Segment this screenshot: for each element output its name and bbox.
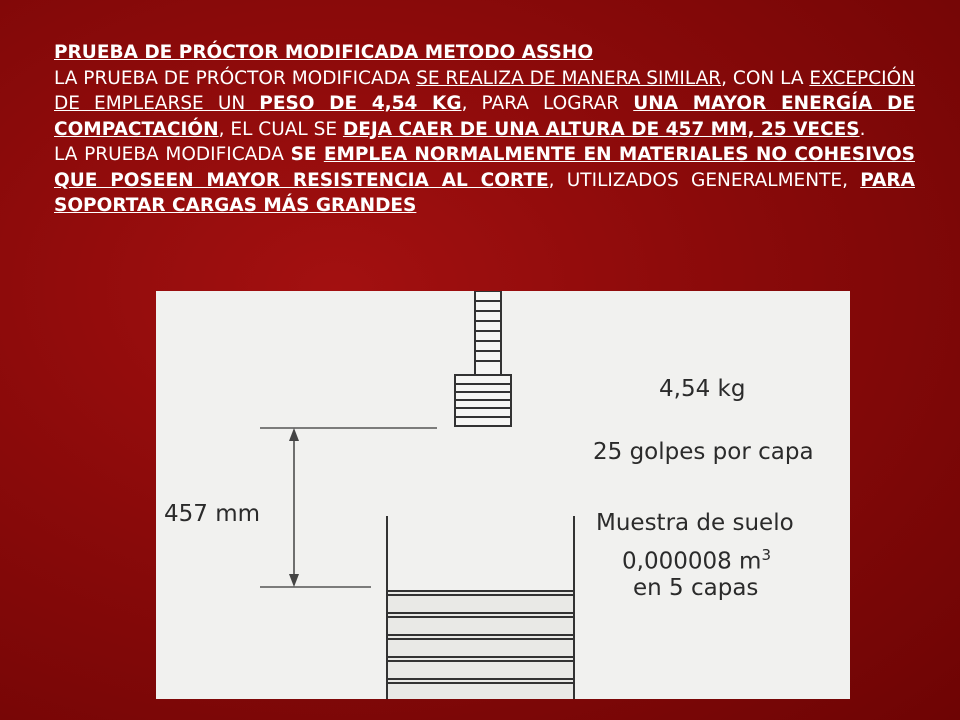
p2-text: , UTILIZADOS GENERALMENTE, — [548, 169, 861, 191]
diagram-drawing — [156, 291, 850, 699]
height-dimension-arrow — [289, 428, 299, 587]
heading — [54, 40, 915, 66]
height-label: 457 mm — [164, 501, 261, 527]
blows-label: 25 golpes por capa — [593, 439, 814, 465]
rammer-rod — [475, 291, 501, 375]
p2-bold: SE — [290, 144, 324, 165]
page-title: PRUEBA DE PRÓCTOR MODIFICADA METODO ASSHO — [54, 42, 594, 63]
p1-text: , EL CUAL SE — [218, 118, 343, 140]
proctor-diagram — [156, 291, 850, 699]
p1-underline: SE REALIZA DE MANERA SIMILAR — [416, 67, 722, 89]
p1-text: , CON LA — [721, 67, 810, 89]
p1-bold-underline: DEJA CAER DE UNA ALTURA DE 457 MM, 25 VECES — [342, 118, 860, 140]
p1-bold-underline: PESO DE 4,54 KG — [259, 93, 462, 114]
sample-volume — [622, 541, 771, 576]
p1-text: LA PRUEBA DE PRÓCTOR MODIFICADA — [54, 67, 417, 89]
sample-volume-exponent: 3 — [761, 546, 772, 564]
p2-text: LA PRUEBA MODIFICADA — [54, 144, 291, 165]
p2-bold-underline: PARA SOPORTAR CARGAS MÁS GRANDES — [54, 169, 915, 216]
p1-text: , PARA LOGRAR — [461, 93, 634, 114]
hammer-weight — [455, 375, 511, 426]
paragraph-2 — [54, 142, 915, 219]
soil-layers — [387, 591, 574, 699]
sample-label-line3: en 5 capas — [633, 575, 759, 601]
weight-label: 4,54 kg — [659, 376, 746, 402]
p1-text: . — [859, 118, 866, 140]
paragraph-1 — [54, 66, 915, 143]
text-block — [54, 40, 915, 219]
sample-label-line1: Muestra de suelo — [596, 510, 794, 536]
sample-volume-value: 0,000008 m — [622, 548, 762, 575]
p1-underline: EXCEPCIÓN DE EMPLEARSE UN — [54, 67, 915, 114]
p1-bold-underline: UNA MAYOR ENERGÍA DE COMPACTACIÓN — [54, 93, 915, 140]
p2-bold-underline: EMPLEA NORMALMENTE EN MATERIALES NO COHESIVOS QUE POSEEN MAYOR RESISTENCIA AL CORTE — [54, 144, 916, 191]
